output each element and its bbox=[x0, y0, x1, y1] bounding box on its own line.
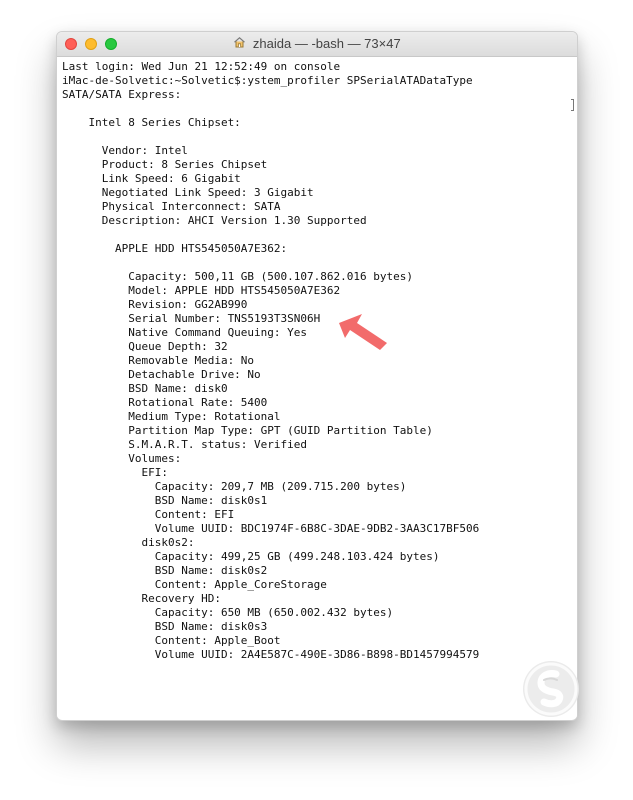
window-title-text: zhaida — -bash — 73×47 bbox=[252, 36, 401, 51]
terminal-line: Volume UUID: BDC1974F-6B8C-3DAE-9DB2-3AA3C17BF506 bbox=[62, 522, 480, 535]
terminal-line: Negotiated Link Speed: 3 Gigabit bbox=[62, 186, 314, 199]
terminal-line: BSD Name: disk0 bbox=[62, 382, 228, 395]
terminal-line: Physical Interconnect: SATA bbox=[62, 200, 281, 213]
terminal-line: APPLE HDD HTS545050A7E362: bbox=[62, 242, 288, 255]
terminal-line: disk0s2: bbox=[62, 536, 195, 549]
terminal-line bbox=[62, 102, 577, 116]
window-titlebar[interactable] bbox=[57, 32, 577, 57]
terminal-line: BSD Name: disk0s1 bbox=[62, 494, 268, 507]
solvetic-logo bbox=[523, 661, 579, 717]
terminal-line: Vendor: Intel bbox=[62, 144, 188, 157]
terminal-line: Capacity: 209,7 MB (209.715.200 bytes) bbox=[62, 480, 407, 493]
terminal-command-line[interactable]: iMac-de-Solvetic:~Solvetic$:ystem_profiler SPSerialATADataType bbox=[62, 74, 473, 87]
terminal-line: Intel 8 Series Chipset: bbox=[62, 116, 241, 129]
terminal-output[interactable] bbox=[57, 57, 577, 717]
terminal-line: Description: AHCI Version 1.30 Supported bbox=[62, 214, 367, 227]
terminal-line: Content: Apple_CoreStorage bbox=[62, 578, 327, 591]
terminal-window bbox=[56, 31, 578, 721]
terminal-line: Content: EFI bbox=[62, 508, 235, 521]
terminal-line: S.M.A.R.T. status: Verified bbox=[62, 438, 308, 451]
terminal-line: Removable Media: No bbox=[62, 354, 255, 367]
terminal-line: Native Command Queuing: Yes bbox=[62, 326, 308, 339]
terminal-line: Recovery HD: bbox=[62, 592, 221, 605]
terminal-line bbox=[62, 228, 577, 242]
terminal-line: Capacity: 650 MB (650.002.432 bytes) bbox=[62, 606, 394, 619]
terminal-line: Medium Type: Rotational bbox=[62, 410, 281, 423]
terminal-line bbox=[62, 130, 577, 144]
terminal-line: Rotational Rate: 5400 bbox=[62, 396, 268, 409]
terminal-line: Capacity: 499,25 GB (499.248.103.424 bytes) bbox=[62, 550, 440, 563]
terminal-line: EFI: bbox=[62, 466, 168, 479]
terminal-line: Partition Map Type: GPT (GUID Partition Table) bbox=[62, 424, 433, 437]
terminal-line bbox=[62, 256, 577, 270]
terminal-line: Last login: Wed Jun 21 12:52:49 on console bbox=[62, 60, 341, 73]
terminal-line: Volumes: bbox=[62, 452, 182, 465]
terminal-line: Product: 8 Series Chipset bbox=[62, 158, 268, 171]
terminal-line: Revision: GG2AB990 bbox=[62, 298, 248, 311]
terminal-line: BSD Name: disk0s3 bbox=[62, 620, 268, 633]
home-icon bbox=[233, 36, 246, 49]
terminal-line: Model: APPLE HDD HTS545050A7E362 bbox=[62, 284, 341, 297]
window-title bbox=[57, 36, 577, 52]
terminal-line: BSD Name: disk0s2 bbox=[62, 564, 268, 577]
terminal-line: Detachable Drive: No bbox=[62, 368, 261, 381]
terminal-line-serial-number: Serial Number: TNS5193T3SN06H bbox=[62, 312, 321, 325]
terminal-line: SATA/SATA Express: bbox=[62, 88, 182, 101]
terminal-line: Capacity: 500,11 GB (500.107.862.016 bytes) bbox=[62, 270, 413, 283]
scroll-marker bbox=[571, 99, 574, 111]
terminal-line: Link Speed: 6 Gigabit bbox=[62, 172, 241, 185]
terminal-line: Volume UUID: 2A4E587C-490E-3D86-B898-BD1457994579 bbox=[62, 648, 480, 661]
terminal-line: Queue Depth: 32 bbox=[62, 340, 228, 353]
terminal-line: Content: Apple_Boot bbox=[62, 634, 281, 647]
